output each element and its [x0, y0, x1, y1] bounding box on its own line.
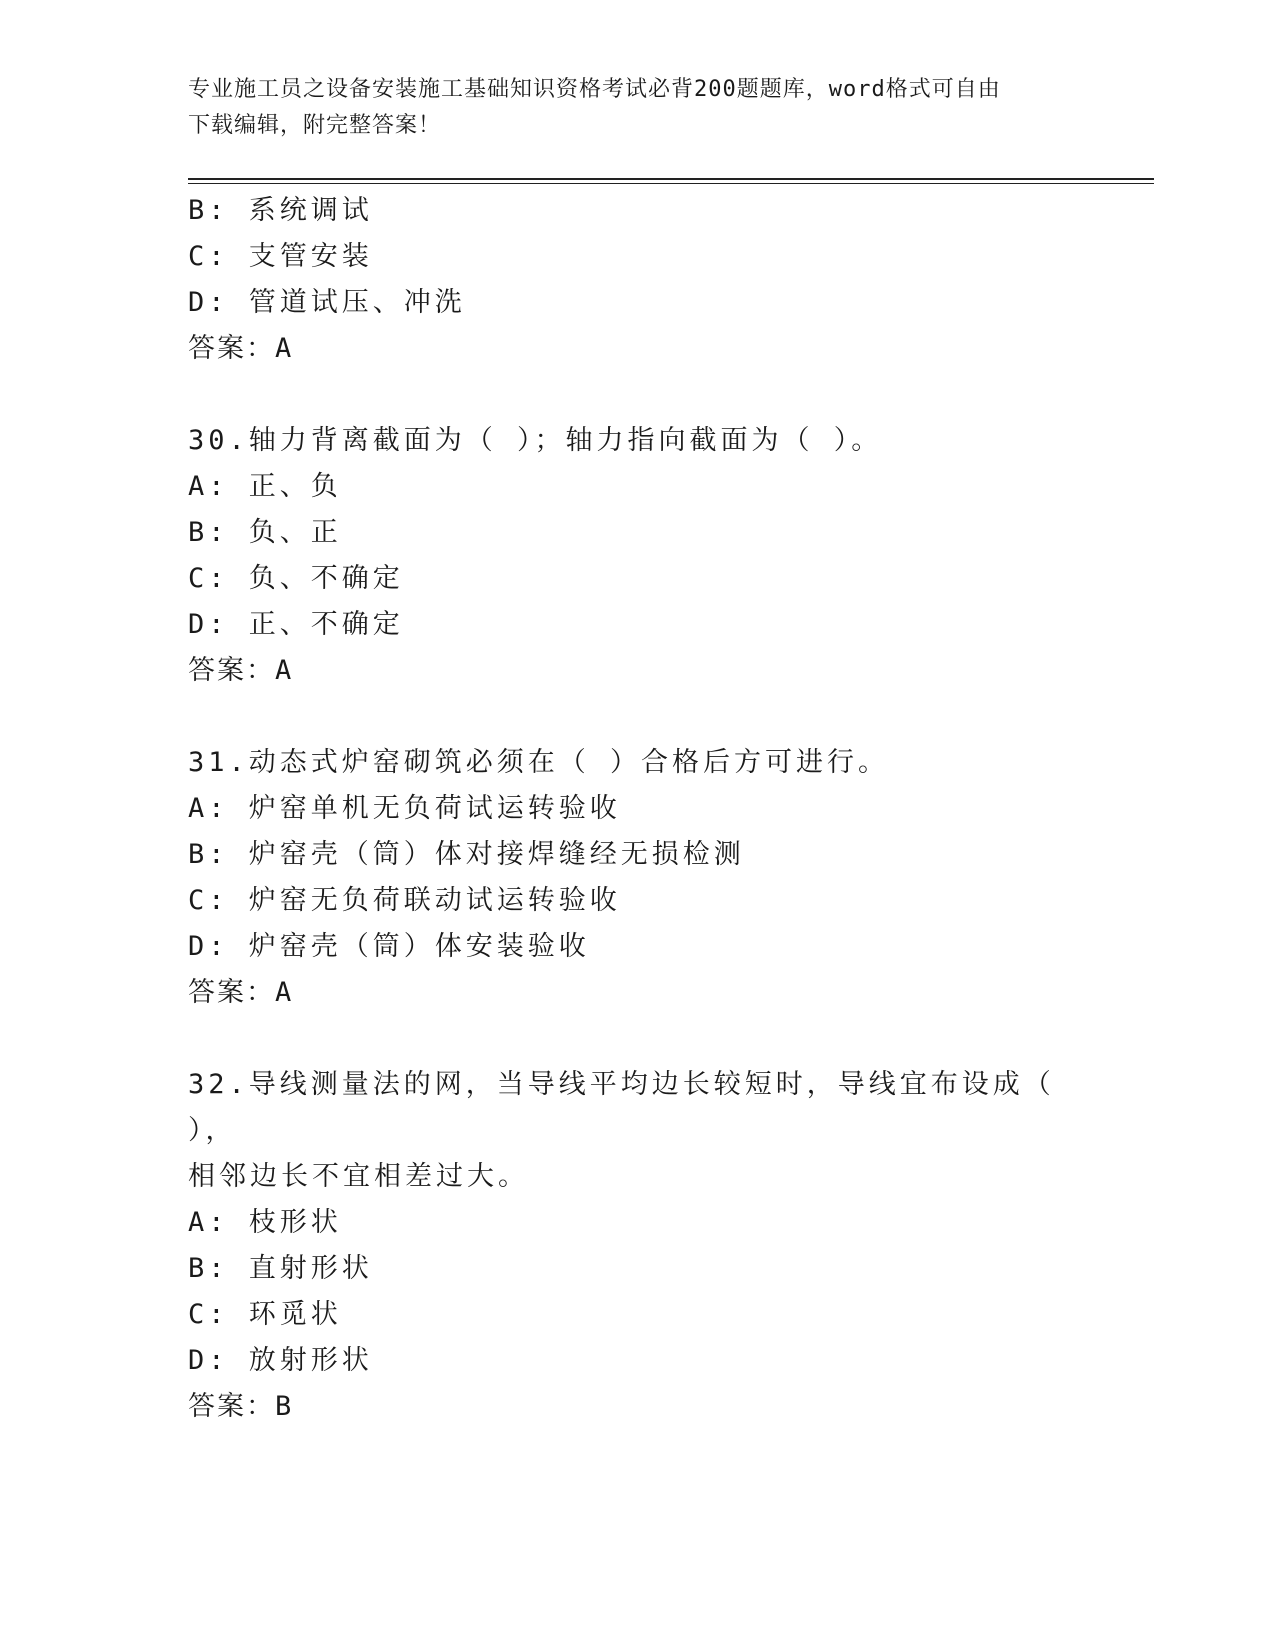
spacer	[188, 372, 1088, 418]
option-c: C: 环觅状	[188, 1299, 342, 1330]
answer-line: 答案：A	[188, 655, 294, 686]
question-stem-line-2: 相邻边长不宜相差过大。	[188, 1161, 529, 1192]
option-b: B: 负、正	[188, 517, 342, 548]
question-30	[188, 418, 1088, 694]
option-a: A: 枝形状	[188, 1207, 342, 1238]
option-c: C: 炉窑无负荷联动试运转验收	[188, 885, 621, 916]
question-32	[188, 1062, 1088, 1430]
answer-line: 答案：A	[188, 977, 294, 1008]
option-d: D: 放射形状	[188, 1345, 373, 1376]
header-divider-thin	[188, 183, 1154, 184]
question-content	[188, 188, 1088, 1430]
prev-question-block	[188, 188, 1088, 372]
spacer	[188, 694, 1088, 740]
question-stem: 30.轴力背离截面为（ ）；轴力指向截面为（ ）。	[188, 425, 883, 456]
question-stem: 31.动态式炉窑砌筑必须在（ ）合格后方可进行。	[188, 747, 890, 778]
option-a: A: 炉窑单机无负荷试运转验收	[188, 793, 621, 824]
option-d: D: 炉窑壳（筒）体安装验收	[188, 931, 590, 962]
question-stem-line-1: 32.导线测量法的网，当导线平均边长较短时，导线宜布设成（ ），	[188, 1069, 1055, 1146]
document-header	[188, 72, 1068, 144]
option-a: A: 正、负	[188, 471, 342, 502]
question-31	[188, 740, 1088, 1016]
option-b: B: 炉窑壳（筒）体对接焊缝经无损检测	[188, 839, 745, 870]
option-b: B: 直射形状	[188, 1253, 373, 1284]
option-d: D: 正、不确定	[188, 609, 404, 640]
header-divider-thick	[188, 178, 1154, 180]
option-c: C: 负、不确定	[188, 563, 404, 594]
answer-line: 答案：B	[188, 1391, 294, 1422]
answer-line: 答案：A	[188, 333, 294, 364]
option-d: D: 管道试压、冲洗	[188, 287, 466, 318]
header-line-2: 下载编辑，附完整答案！	[188, 113, 442, 138]
option-b: B: 系统调试	[188, 195, 373, 226]
header-line-1: 专业施工员之设备安装施工基础知识资格考试必背200题题库，word格式可自由	[188, 77, 1001, 102]
spacer	[188, 1016, 1088, 1062]
option-c: C: 支管安装	[188, 241, 373, 272]
